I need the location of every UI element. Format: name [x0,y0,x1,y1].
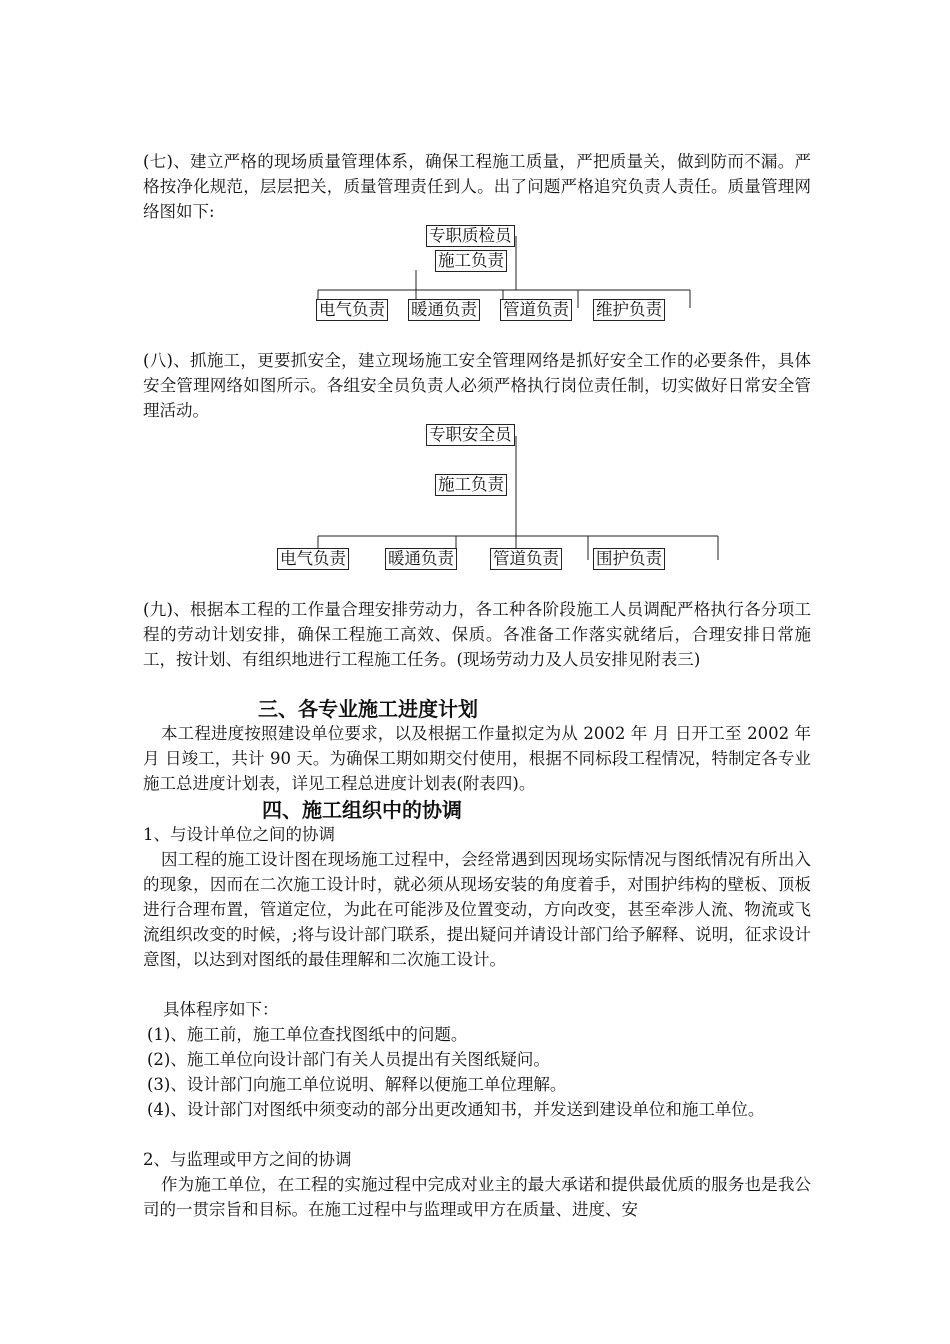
design-coordination-paragraph: 因工程的施工设计图在现场施工过程中，会经常遇到因现场实际情况与图纸情况有所出入的现象，因而在二次施工设计时，就必须从现场安装的角度着手，对围护纬构的壁板、顶板进行合理布置，管道定位，为此在可能涉及位置变动，方向改变，甚至牵涉人流、物流或飞流组织改变的时候，;将与设计部门联系，提出疑问并请设计部门给予解释、说明，征求设计意图，以达到对图纸的最佳理解和二次施工设计。 [143,850,811,969]
heading-schedule: 三、各专业施工进度计划 [258,697,478,721]
subheading-supervisor-coordination: 2、与监理或甲方之间的协调 [143,1150,352,1169]
electrical-lead-box-2: 电气负责 [277,548,349,570]
construction-lead-box: 施工负责 [435,250,507,272]
safety-officer-box: 专职安全员 [426,424,515,446]
piping-lead-box: 管道负责 [500,299,572,321]
hvac-lead-box: 暖通负责 [408,299,480,321]
hvac-lead-box-2: 暖通负责 [385,548,457,570]
electrical-lead-box: 电气负责 [316,299,388,321]
procedure-step-3: (3)、设计部门向施工单位说明、解释以便施工单位理解。 [147,1075,567,1094]
piping-lead-box-2: 管道负责 [490,548,562,570]
procedure-intro: 具体程序如下： [163,1000,279,1019]
section-7-paragraph: (七)、建立严格的现场质量管理体系，确保工程施工质量，严把质量关，做到防而不漏。严格按净化规范，层层把关，质量管理责任到人。出了问题严格追究负责人责任。质量管理网络图如下: [143,152,811,221]
procedure-step-1: (1)、施工前，施工单位查找图纸中的问题。 [147,1025,468,1044]
supervisor-coordination-paragraph: 作为施工单位，在工程的实施过程中完成对业主的最大承诺和提供最优质的服务也是我公司的一贯宗旨和目标。在施工过程中与监理或甲方在质量、进度、安 [143,1175,811,1219]
procedure-step-2: (2)、施工单位向设计部门有关人员提出有关图纸疑问。 [147,1050,550,1069]
construction-lead-box-2: 施工负责 [435,474,507,496]
schedule-paragraph: 本工程进度按照建设单位要求，以及根据工作量拟定为从 2002 年 月 日开工至 2002 年 月 日竣工，共计 90 天。为确保工期如期交付使用，根据不同标段工程情况，特制定各专业施工总进度计划表，详见工程总进度计划表(附表四)。 [143,724,811,793]
quality-inspector-box: 专职质检员 [426,225,515,247]
enclosure-lead-box-2: 围护负责 [593,548,665,570]
section-8-paragraph: (八)、抓施工，更要抓安全，建立现场施工安全管理网络是抓好安全工作的必要条件，具体安全管理网络如图所示。各组安全员负责人必须严格执行岗位责任制，切实做好日常安全管理活动。 [143,351,811,420]
subheading-design-coordination: 1、与设计单位之间的协调 [143,825,335,844]
section-9-paragraph: (九)、根据本工程的工作量合理安排劳动力，各工种各阶段施工人员调配严格执行各分项工程的劳动计划安排，确保工程施工高效、保质。各准备工作落实就绪后，合理安排日常施工，按计划、有组织地进行工程施工任务。(现场劳动力及人员安排见附表三) [143,600,811,669]
maintenance-lead-box: 维护负责 [593,299,665,321]
heading-coordination: 四、施工组织中的协调 [262,798,462,822]
procedure-step-4: (4)、设计部门对图纸中须变动的部分出更改通知书，并发送到建设单位和施工单位。 [147,1100,765,1119]
